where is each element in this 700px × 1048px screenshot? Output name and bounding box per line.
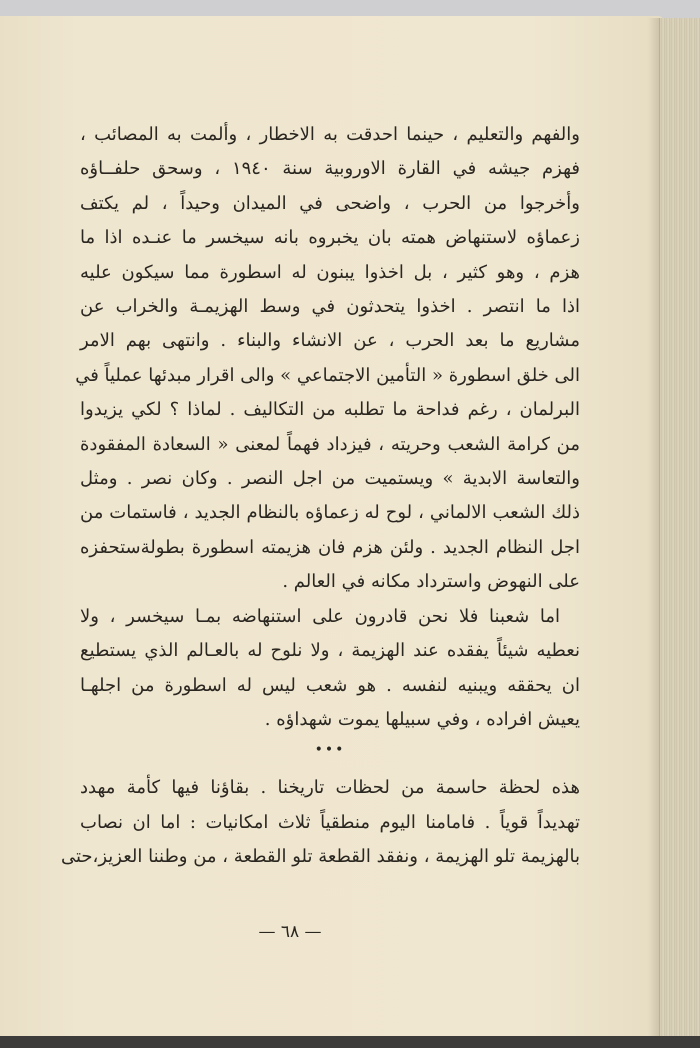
paragraph-2 bbox=[80, 600, 580, 738]
page-edges bbox=[659, 18, 700, 1036]
text-line: البرلمان ، رغم فداحة ما تطلبه من التكاليف . لماذا ؟ لكي يزيدوا bbox=[80, 399, 580, 421]
text-line: هذه لحظة حاسمة من لحظات تاريخنا . بقاؤنا فيها كأمة مهدد bbox=[80, 777, 580, 799]
text-line: زعماؤه لاستنهاض همته بان يخبروه بانه سيخسر ما عنـده اذا ما bbox=[80, 227, 580, 249]
section-separator: ••• bbox=[314, 742, 346, 759]
page-number: — ٦٨ — bbox=[258, 922, 322, 942]
text-line: اذا ما انتصر . اخذوا يتحدثون في وسط الهزيمـة والخراب عن bbox=[80, 296, 580, 318]
text-line: ذلك الشعب الالماني ، لوح له زعماؤه بالنظام الجديد ، فاستمات من bbox=[80, 502, 580, 524]
text-line: اجل النظام الجديد . ولئن هزم فان هزيمته اسطورة بطولةستحفزه bbox=[80, 536, 580, 558]
text-line: مشاريع ما بعد الحرب ، عن الانشاء والبناء . وانتهى بهم الامر bbox=[80, 330, 580, 352]
paragraph-3 bbox=[60, 771, 580, 874]
text-line: اما شعبنا فلا نحن قادرون على استنهاضه بمـا سيخسر ، ولا bbox=[80, 605, 560, 627]
text-line: والفهم والتعليم ، حينما احدقت به الاخطار ، وألمت به المصائب ، bbox=[80, 124, 580, 145]
paragraph-1 bbox=[75, 118, 580, 600]
text-line: هزم ، وهو كثير ، بل اخذوا يبنون له اسطورة مما سيكون عليه bbox=[80, 261, 580, 283]
text-line: تهديداً قوياً . فامامنا اليوم منطقياً ثلاث امكانيات : اما ان نصاب bbox=[80, 811, 580, 833]
text-line: على النهوض واسترداد مكانه في العالم . bbox=[282, 571, 580, 593]
text-line: وأخرجوا من الحرب ، واضحى في الميدان وحيداً ، لم يكتف bbox=[80, 192, 580, 214]
text-line: ان يحققه ويبنيه لنفسه . هو شعب ليس له اسطورة من اجلهـا bbox=[80, 674, 580, 696]
text-line: الى خلق اسطورة « التأمين الاجتماعي » والى اقرار مبدئها عملياً في bbox=[75, 364, 580, 386]
text-line: فهزم جيشه في القارة الاوروبية سنة ١٩٤٠ ، وسحق حلفــاؤه bbox=[80, 158, 580, 180]
text-line: نعطيه شيئاً يفقده عند الهزيمة ، ولا نلوح له بالعـالم الذي يستطيع bbox=[80, 640, 580, 662]
scan-bottom-border bbox=[0, 1036, 700, 1048]
text-line: والتعاسة الابدية » ويستميت من اجل النصر . وكان نصر . ومثل bbox=[80, 468, 580, 490]
text-line: بالهزيمة تلو الهزيمة ، ونفقد القطعة تلو القطعة ، من وطننا العزيز،حتى bbox=[60, 846, 580, 868]
text-line: يعيش افراده ، وفي سبيلها يموت شهداؤه . bbox=[264, 708, 580, 730]
text-line: من كرامة الشعب وحريته ، فيزداد فهماً لمعنى « السعادة المفقودة bbox=[80, 433, 580, 455]
body-text bbox=[60, 118, 580, 875]
